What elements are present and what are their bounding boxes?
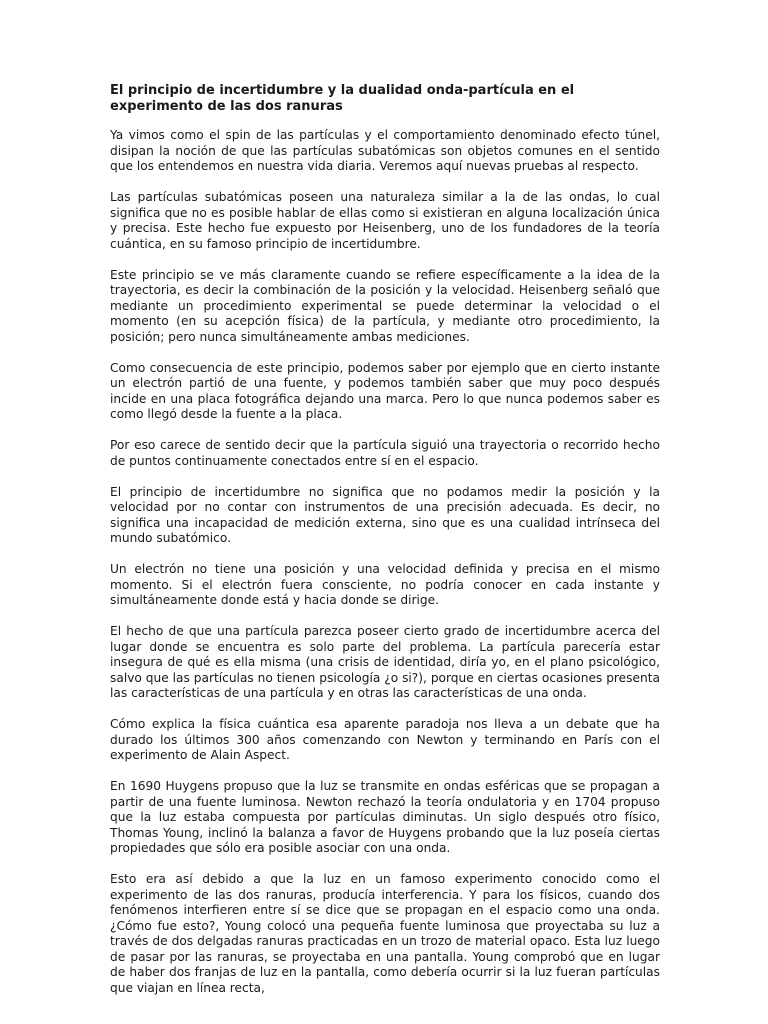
paragraph-9: Cómo explica la física cuántica esa aparente paradoja nos lleva a un debate que ha durado los últimos 300 años comenzando con Newton y terminando en París con el experimento de Alain Aspect. [110, 717, 660, 762]
paragraph-11: Esto era así debido a que la luz en un famoso experimento conocido como el experimento de las dos ranuras, producía interferencia. Y para los físicos, cuando dos fenómenos interfieren entre sí se dice que se propagan en el espacio como una onda. ¿Cómo fue esto?, Young colocó una pequeña fuente luminosa que proyectaba su luz a través de dos delgadas ranuras practicadas en un trozo de material opaco. Esta luz luego de pasar por las ranuras, se proyectaba en una pantalla. Young comprobó que en lugar de haber dos franjas de luz en la pantalla, como debería ocurrir si la luz fueran partículas que viajan en línea recta, [110, 872, 660, 995]
paragraph-4: Como consecuencia de este principio, podemos saber por ejemplo que en cierto instante un electrón partió de una fuente, y podemos también saber que muy poco después incide en una placa fotográfica dejando una marca. Pero lo que nunca podemos saber es como llegó desde la fuente a la placa. [110, 360, 660, 421]
paragraph-1: Ya vimos como el spin de las partículas y el comportamiento denominado efecto túnel, disipan la noción de que las partículas subatómicas son objetos comunes en el sentido que los entendemos en nuestra vida diaria. Veremos aquí nuevas pruebas al respecto. [110, 128, 660, 173]
paragraph-3: Este principio se ve más claramente cuando se refiere específicamente a la idea de la trayectoria, es decir la combinación de la posición y la velocidad. Heisenberg señaló que mediante un procedimiento experimental se puede determinar la velocidad o el momento (en su acepción física) de la partícula, y mediante otro procedimiento, la posición; pero nunca simultáneamente ambas mediciones. [110, 267, 660, 344]
document-page [110, 83, 660, 1012]
paragraph-8: El hecho de que una partícula parezca poseer cierto grado de incertidumbre acerca del lugar donde se encuentra es solo parte del problema. La partícula parecería estar insegura de qué es ella misma (una crisis de identidad, diría yo, en el plano psicológico, salvo que las partículas no tienen psicología ¿o si?), porque en ciertas ocasiones presenta las características de una partícula y en otras las características de una onda. [110, 624, 660, 700]
paragraph-5: Por eso carece de sentido decir que la partícula siguió una trayectoria o recorrido hecho de puntos continuamente conectados entre sí en el espacio. [110, 438, 660, 468]
paragraph-10: En 1690 Huygens propuso que la luz se transmite en ondas esféricas que se propagan a partir de una fuente luminosa. Newton rechazó la teoría ondulatoria y en 1704 propuso que la luz estaba compuesta por partículas diminutas. Un siglo después otro físico, Thomas Young, inclinó la balanza a favor de Huygens probando que la luz poseía ciertas propiedades que sólo era posible asociar con una onda. [110, 779, 660, 855]
paragraph-6: El principio de incertidumbre no significa que no podamos medir la posición y la velocidad por no contar con instrumentos de una precisión adecuada. Es decir, no significa una incapacidad de medición externa, sino que es una cualidad intrínseca del mundo subatómico. [110, 484, 660, 545]
paragraph-7: Un electrón no tiene una posición y una velocidad definida y precisa en el mismo momento. Si el electrón fuera consciente, no podría conocer en cada instante y simultáneamente donde está y hacia donde se dirige. [110, 562, 660, 607]
paragraph-2: Las partículas subatómicas poseen una naturaleza similar a la de las ondas, lo cual significa que no es posible hablar de ellas como si existieran en alguna localización única y precisa. Este hecho fue expuesto por Heisenberg, uno de los fundadores de la teoría cuántica, en su famoso principio de incertidumbre. [110, 190, 660, 251]
document-title: El principio de incertidumbre y la dualidad onda-partícula en el experimento de las dos ranuras [110, 83, 575, 114]
